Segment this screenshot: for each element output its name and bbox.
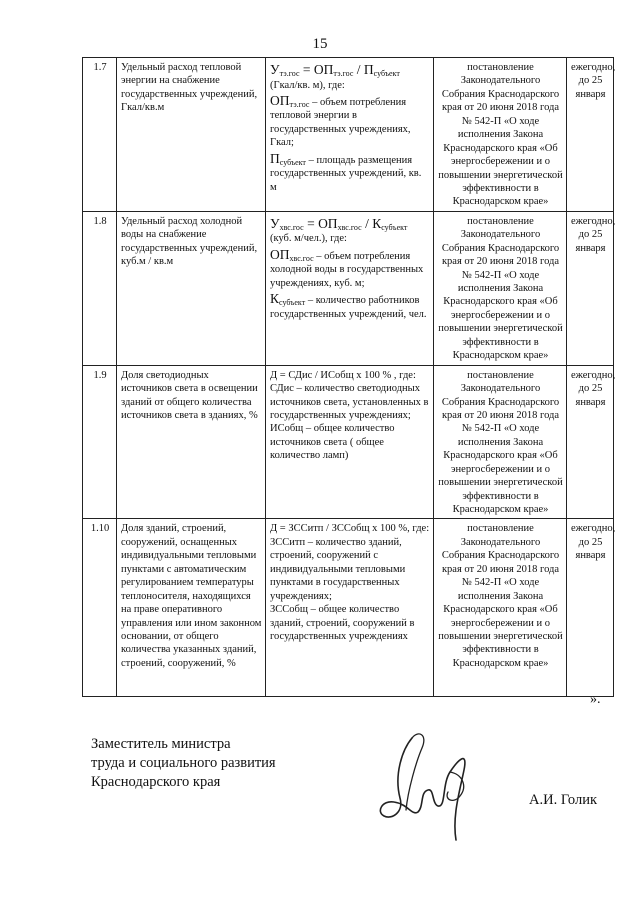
- table-row: [83, 211, 614, 365]
- formula-definition: ЗССобщ – общее количество зданий, строений, сооружений в государственных учреждениях: [270, 604, 415, 642]
- reporting-period: ежегодно, до 25 января: [567, 365, 614, 519]
- formula-cell: [266, 58, 434, 212]
- indicator-name-text: Удельный расход холодной воды на снабжение государственных учреждений,: [121, 215, 258, 254]
- formula-cell: [266, 519, 434, 697]
- table-row: [83, 365, 614, 519]
- table-row: [83, 58, 614, 212]
- indicator-name: [117, 211, 266, 365]
- formula: Д = СДис / ИСобщ х 100 % , где:: [270, 369, 416, 381]
- legal-basis: постановление Законодательного Собрания Краснодарского края от 20 июня 2018 года № 542-П «О ходе исполнения Закона Краснодарского края «Об энергосбережении и о повышении энергетической эффективности в Краснодарском крае»: [434, 58, 567, 212]
- row-number: 1.9: [83, 365, 117, 519]
- formula-definition: $ОП_{хвс.гос}$ – объем потребления холодной воды в государственных учреждениях, куб. м;: [270, 246, 424, 289]
- legal-basis: постановление Законодательного Собрания Краснодарского края от 20 июня 2018 года № 542-П «О ходе исполнения Закона Краснодарского края «Об энергосбережении и о повышении энергетической эффективности в Краснодарском крае»: [434, 519, 567, 697]
- legal-basis: постановление Законодательного Собрания Краснодарского края от 20 июня 2018 года № 542-П «О ходе исполнения Закона Краснодарского края «Об энергосбережении и о повышении энергетической эффективности в Краснодарском крае»: [434, 365, 567, 519]
- formula: $У_{хвс.гос} = ОП_{хвс.гос} / К_{субъект}$: [270, 215, 408, 232]
- formula: Д = ЗССитп / ЗССобщ х 100 %, где:: [270, 523, 430, 535]
- formula-definition: СДис – количество светодиодных источников света, установленных в государственных учреждениях;: [270, 383, 429, 421]
- formula-units: (Гкал/кв. м), где:: [270, 79, 345, 91]
- formula-definition: ЗССитп – количество зданий, строений, сооружений с индивидуальными тепловыми пунктами в государственных учреждениях;: [270, 536, 406, 602]
- table-row: [83, 519, 614, 697]
- row-number: 1.8: [83, 211, 117, 365]
- formula-cell: [266, 365, 434, 519]
- reporting-period: ежегодно, до 25 января: [567, 519, 614, 697]
- indicators-table: [82, 57, 614, 697]
- position-line: Заместитель министра: [91, 736, 231, 752]
- closing-quote: ».: [590, 692, 601, 707]
- formula-units: (куб. м/чел.), где:: [270, 233, 347, 245]
- formula-cell: [266, 211, 434, 365]
- position-line: труда и социального развития: [91, 755, 276, 772]
- reporting-period: ежегодно, до 25 января: [567, 58, 614, 212]
- row-number: 1.10: [83, 519, 117, 697]
- page-number: 15: [312, 36, 328, 52]
- indicator-unit: куб.м / кв.м: [121, 256, 174, 268]
- signatory-name: А.И. Голик: [529, 792, 598, 808]
- formula: $У_{тэ.гос} = ОП_{тэ.гос} / П_{субъект}$: [270, 62, 400, 78]
- formula-definition: $К_{субъект}$ – количество работников государственных учреждений, чел.: [270, 291, 427, 320]
- signatory-position: [91, 735, 276, 792]
- legal-basis: постановление Законодательного Собрания Краснодарского края от 20 июня 2018 года № 542-П «О ходе исполнения Закона Краснодарского края «Об энергосбережении и о повышении энергетической эффективности в Краснодарском крае»: [434, 211, 567, 365]
- handwritten-signature: [372, 720, 482, 850]
- indicator-name: Доля зданий, строений, сооружений, оснащенных индивидуальными тепловыми пунктами с автоматическим регулированием температуры теплоносителя, находящихся на праве оперативного управления или ином законном основании, от общего количества указанных зданий, строений, сооружений, %: [117, 519, 266, 697]
- position-line: Краснодарского края: [91, 774, 221, 791]
- indicator-unit: Гкал/кв.м: [121, 102, 165, 114]
- reporting-period: ежегодно, до 25 января: [567, 211, 614, 365]
- formula-definition: $П_{субъект}$ – площадь размещения государственных учреждений, кв. м: [270, 150, 422, 193]
- indicator-name: [117, 58, 266, 212]
- indicator-name: Доля светодиодных источников света в освещении зданий от общего количества источников света в зданиях, %: [117, 365, 266, 519]
- formula-definition: ИСобщ – общее количество источников света ( общее количество ламп): [270, 423, 395, 462]
- row-number: 1.7: [83, 58, 117, 212]
- indicator-name-text: Удельный расход тепловой энергии на снабжение государственных учреждений,: [121, 62, 258, 100]
- formula-definition: $ОП_{тэ.гос}$ – объем потребления тепловой энергии в государственных учреждениях, Гкал;: [270, 92, 411, 149]
